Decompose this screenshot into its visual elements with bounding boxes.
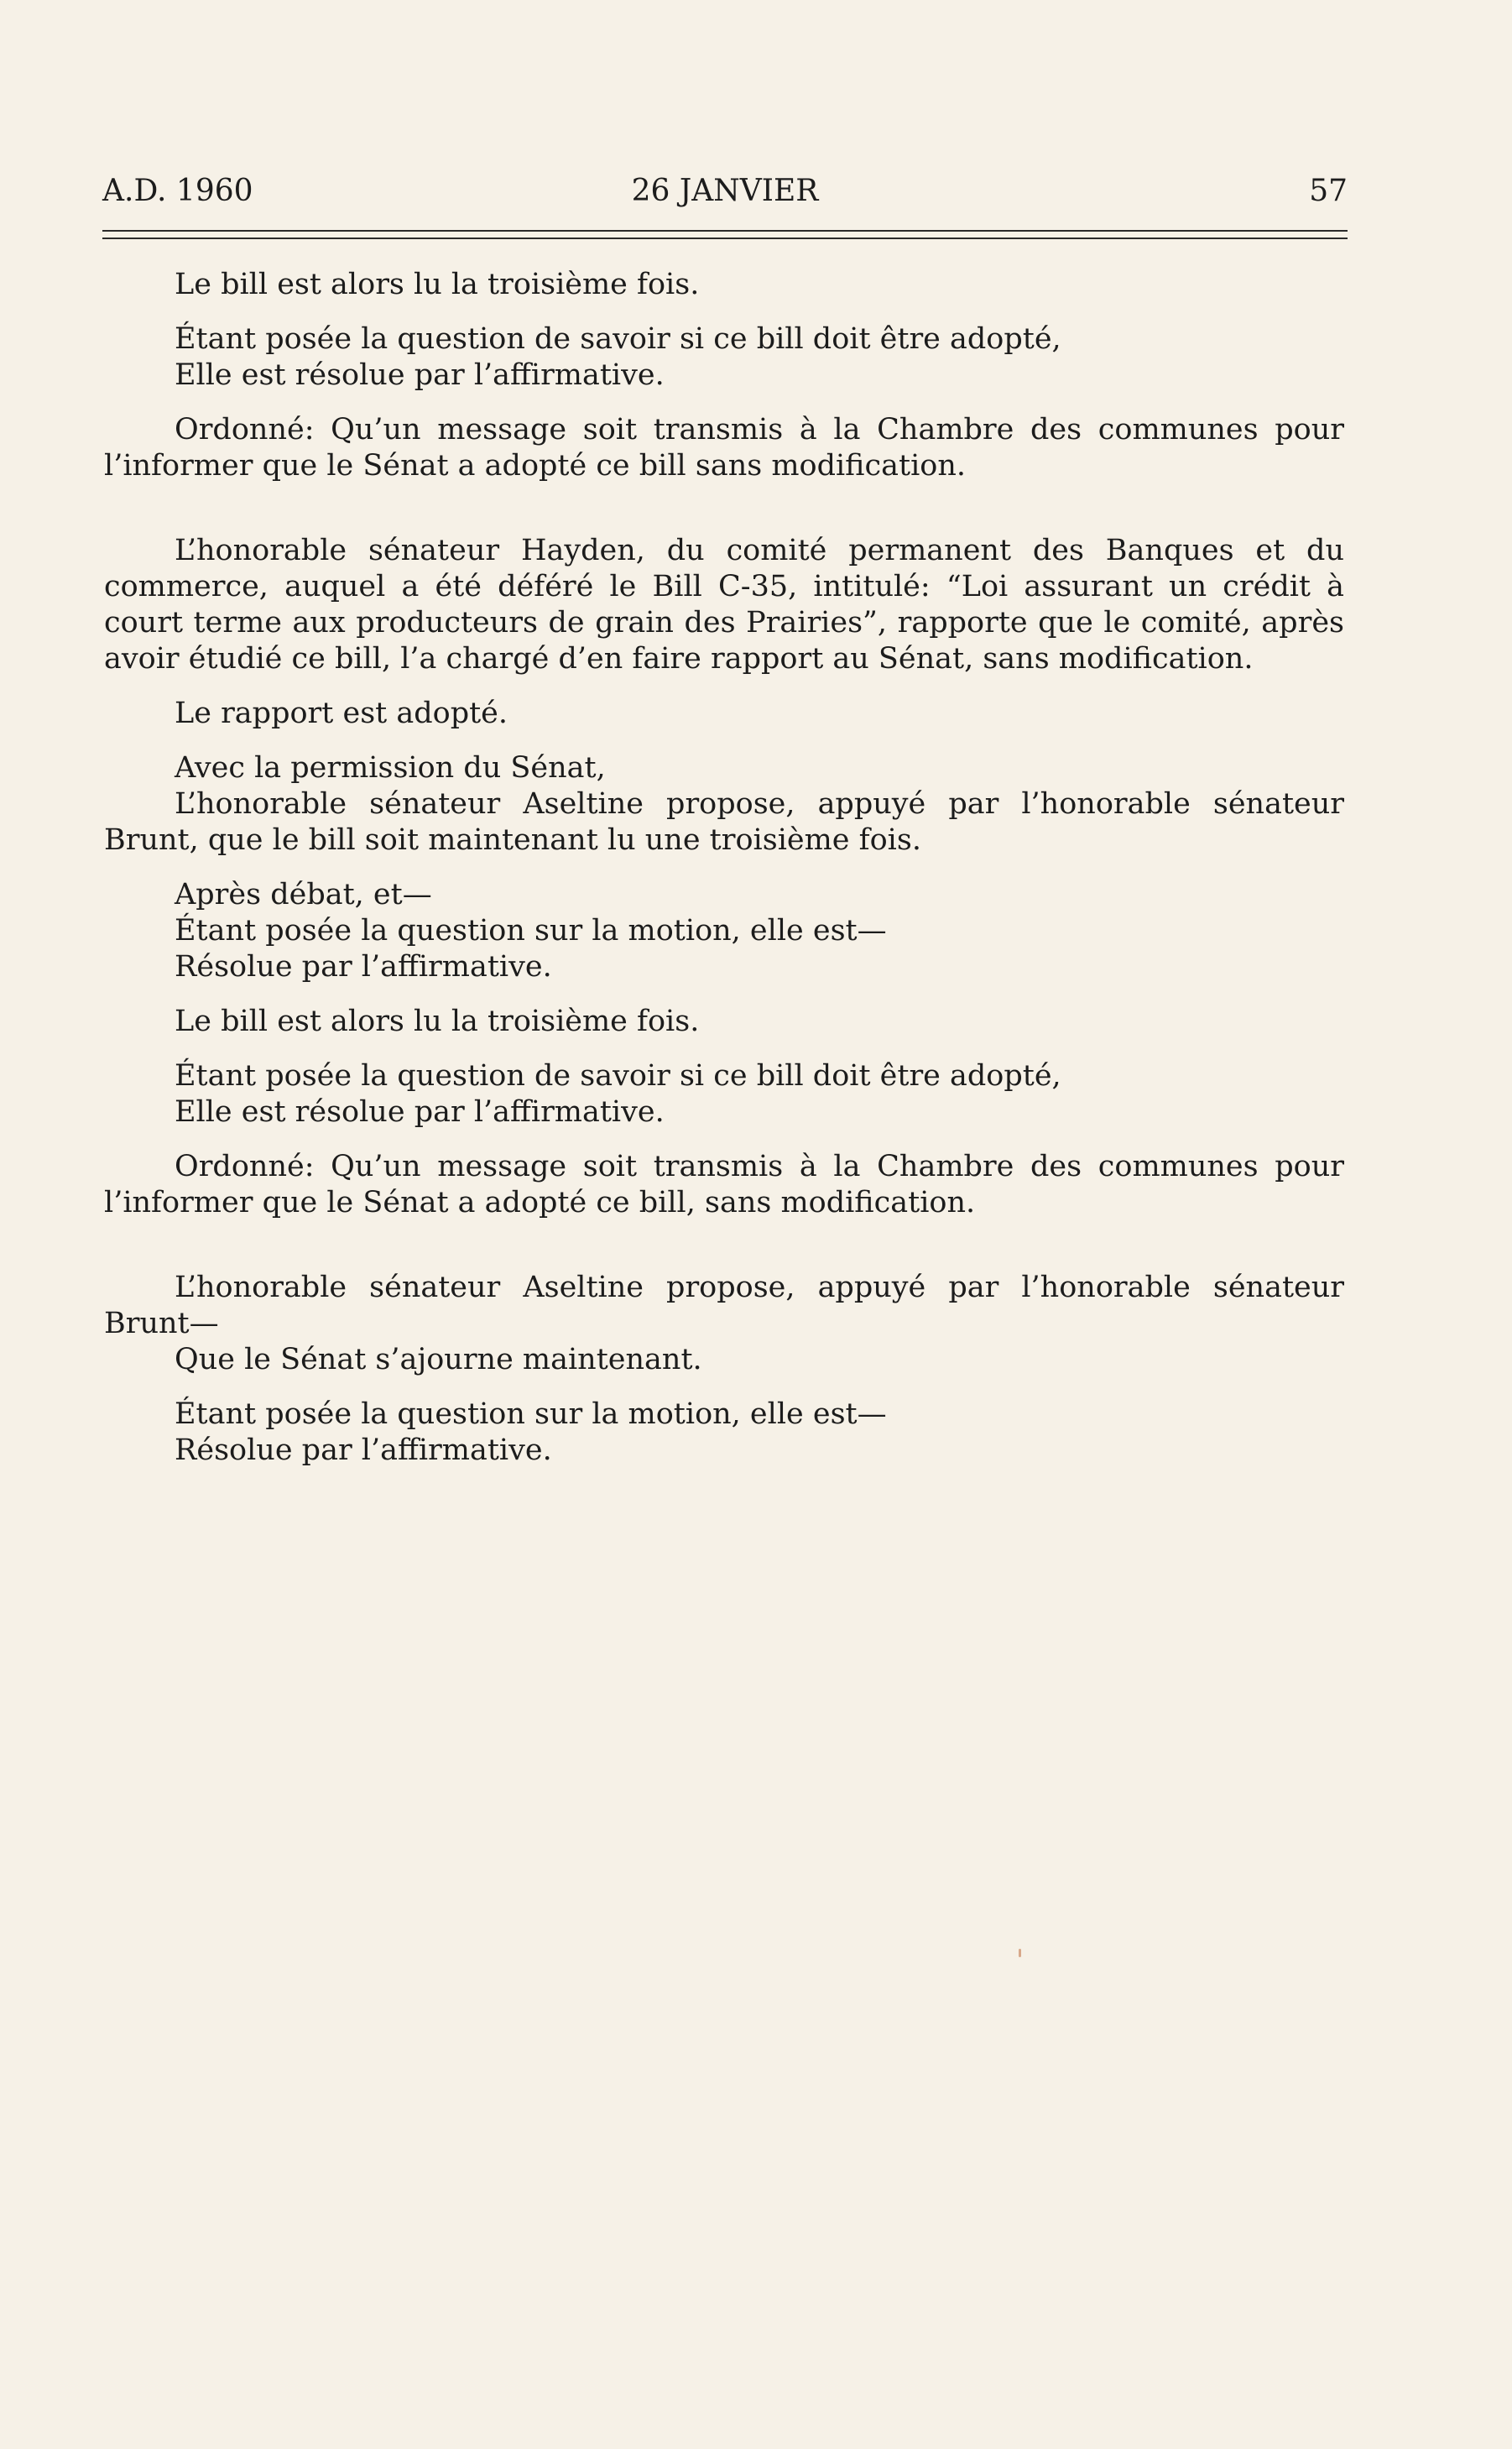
permission-line: Avec la permission du Sénat,: [175, 751, 606, 785]
paper-speck: [1019, 1949, 1021, 1957]
paragraph-order-message-2: Ordonné: Qu’un message soit transmis à la Chambre des communes pour l’informer que le Sénat a adopté ce bill, sans modification.: [104, 1150, 1344, 1219]
resolution-line-2: Elle est résolue par l’affirmative.: [175, 1095, 665, 1129]
paragraph-question-adopted: [104, 321, 1344, 394]
adjourn-motion-line: L’honorable sénateur Aseltine propose, appuyé par l’honorable sénateur Brunt—: [104, 1271, 1344, 1340]
debate-line: Après débat, et—: [175, 878, 432, 911]
paragraph-adjourn-question: [104, 1397, 1344, 1469]
header-date: 26 JANVIER: [631, 174, 819, 208]
paragraph-motion-third-reading: [104, 750, 1344, 859]
header-rule-top: [102, 230, 1348, 232]
page-number: 57: [1309, 174, 1348, 208]
paragraph-third-reading: Le bill est alors lu la troisième fois.: [175, 268, 700, 301]
adjourn-line: Que le Sénat s’ajourne maintenant.: [175, 1343, 702, 1376]
motion-line: L’honorable sénateur Aseltine propose, appuyé par l’honorable sénateur Brunt, que le bill soit maintenant lu une troisième fois.: [104, 787, 1344, 857]
paragraph-question-adopted-2: [104, 1058, 1344, 1131]
paragraph-committee-report: L’honorable sénateur Hayden, du comité permanent des Banques et du commerce, auquel a été déféré le Bill C-35, intitulé: “Loi assurant un crédit à court terme aux producteurs de grain des Prairies”, rapporte que le comité, après avoir étudié ce bill, l’a chargé d’en faire rapport au Sénat, sans modification.: [104, 534, 1344, 676]
question-line: Étant posée la question de savoir si ce bill doit être adopté,: [175, 322, 1061, 356]
paragraph-report-adopted: Le rapport est adopté.: [175, 697, 508, 730]
resolution-line: Elle est résolue par l’affirmative.: [175, 358, 665, 392]
question-motion-line: Étant posée la question sur la motion, elle est—: [175, 914, 887, 948]
paragraph-debate: [104, 877, 1344, 985]
paragraph-third-reading-2: Le bill est alors lu la troisième fois.: [175, 1005, 700, 1038]
paragraph-adjourn-motion: [104, 1270, 1344, 1378]
adjourn-question-line: Étant posée la question sur la motion, elle est—: [175, 1397, 887, 1431]
header-year: A.D. 1960: [102, 174, 253, 208]
header-rule-bottom: [102, 238, 1348, 239]
question-line-2: Étant posée la question de savoir si ce bill doit être adopté,: [175, 1059, 1061, 1093]
paragraph-order-message: Ordonné: Qu’un message soit transmis à la Chambre des communes pour l’informer que le Sénat a adopté ce bill sans modification.: [104, 413, 1344, 483]
resolved-line: Résolue par l’affirmative.: [175, 950, 552, 984]
document-body: [104, 267, 1344, 1487]
running-header: [102, 166, 1348, 217]
adjourn-resolved-line: Résolue par l’affirmative.: [175, 1433, 552, 1467]
